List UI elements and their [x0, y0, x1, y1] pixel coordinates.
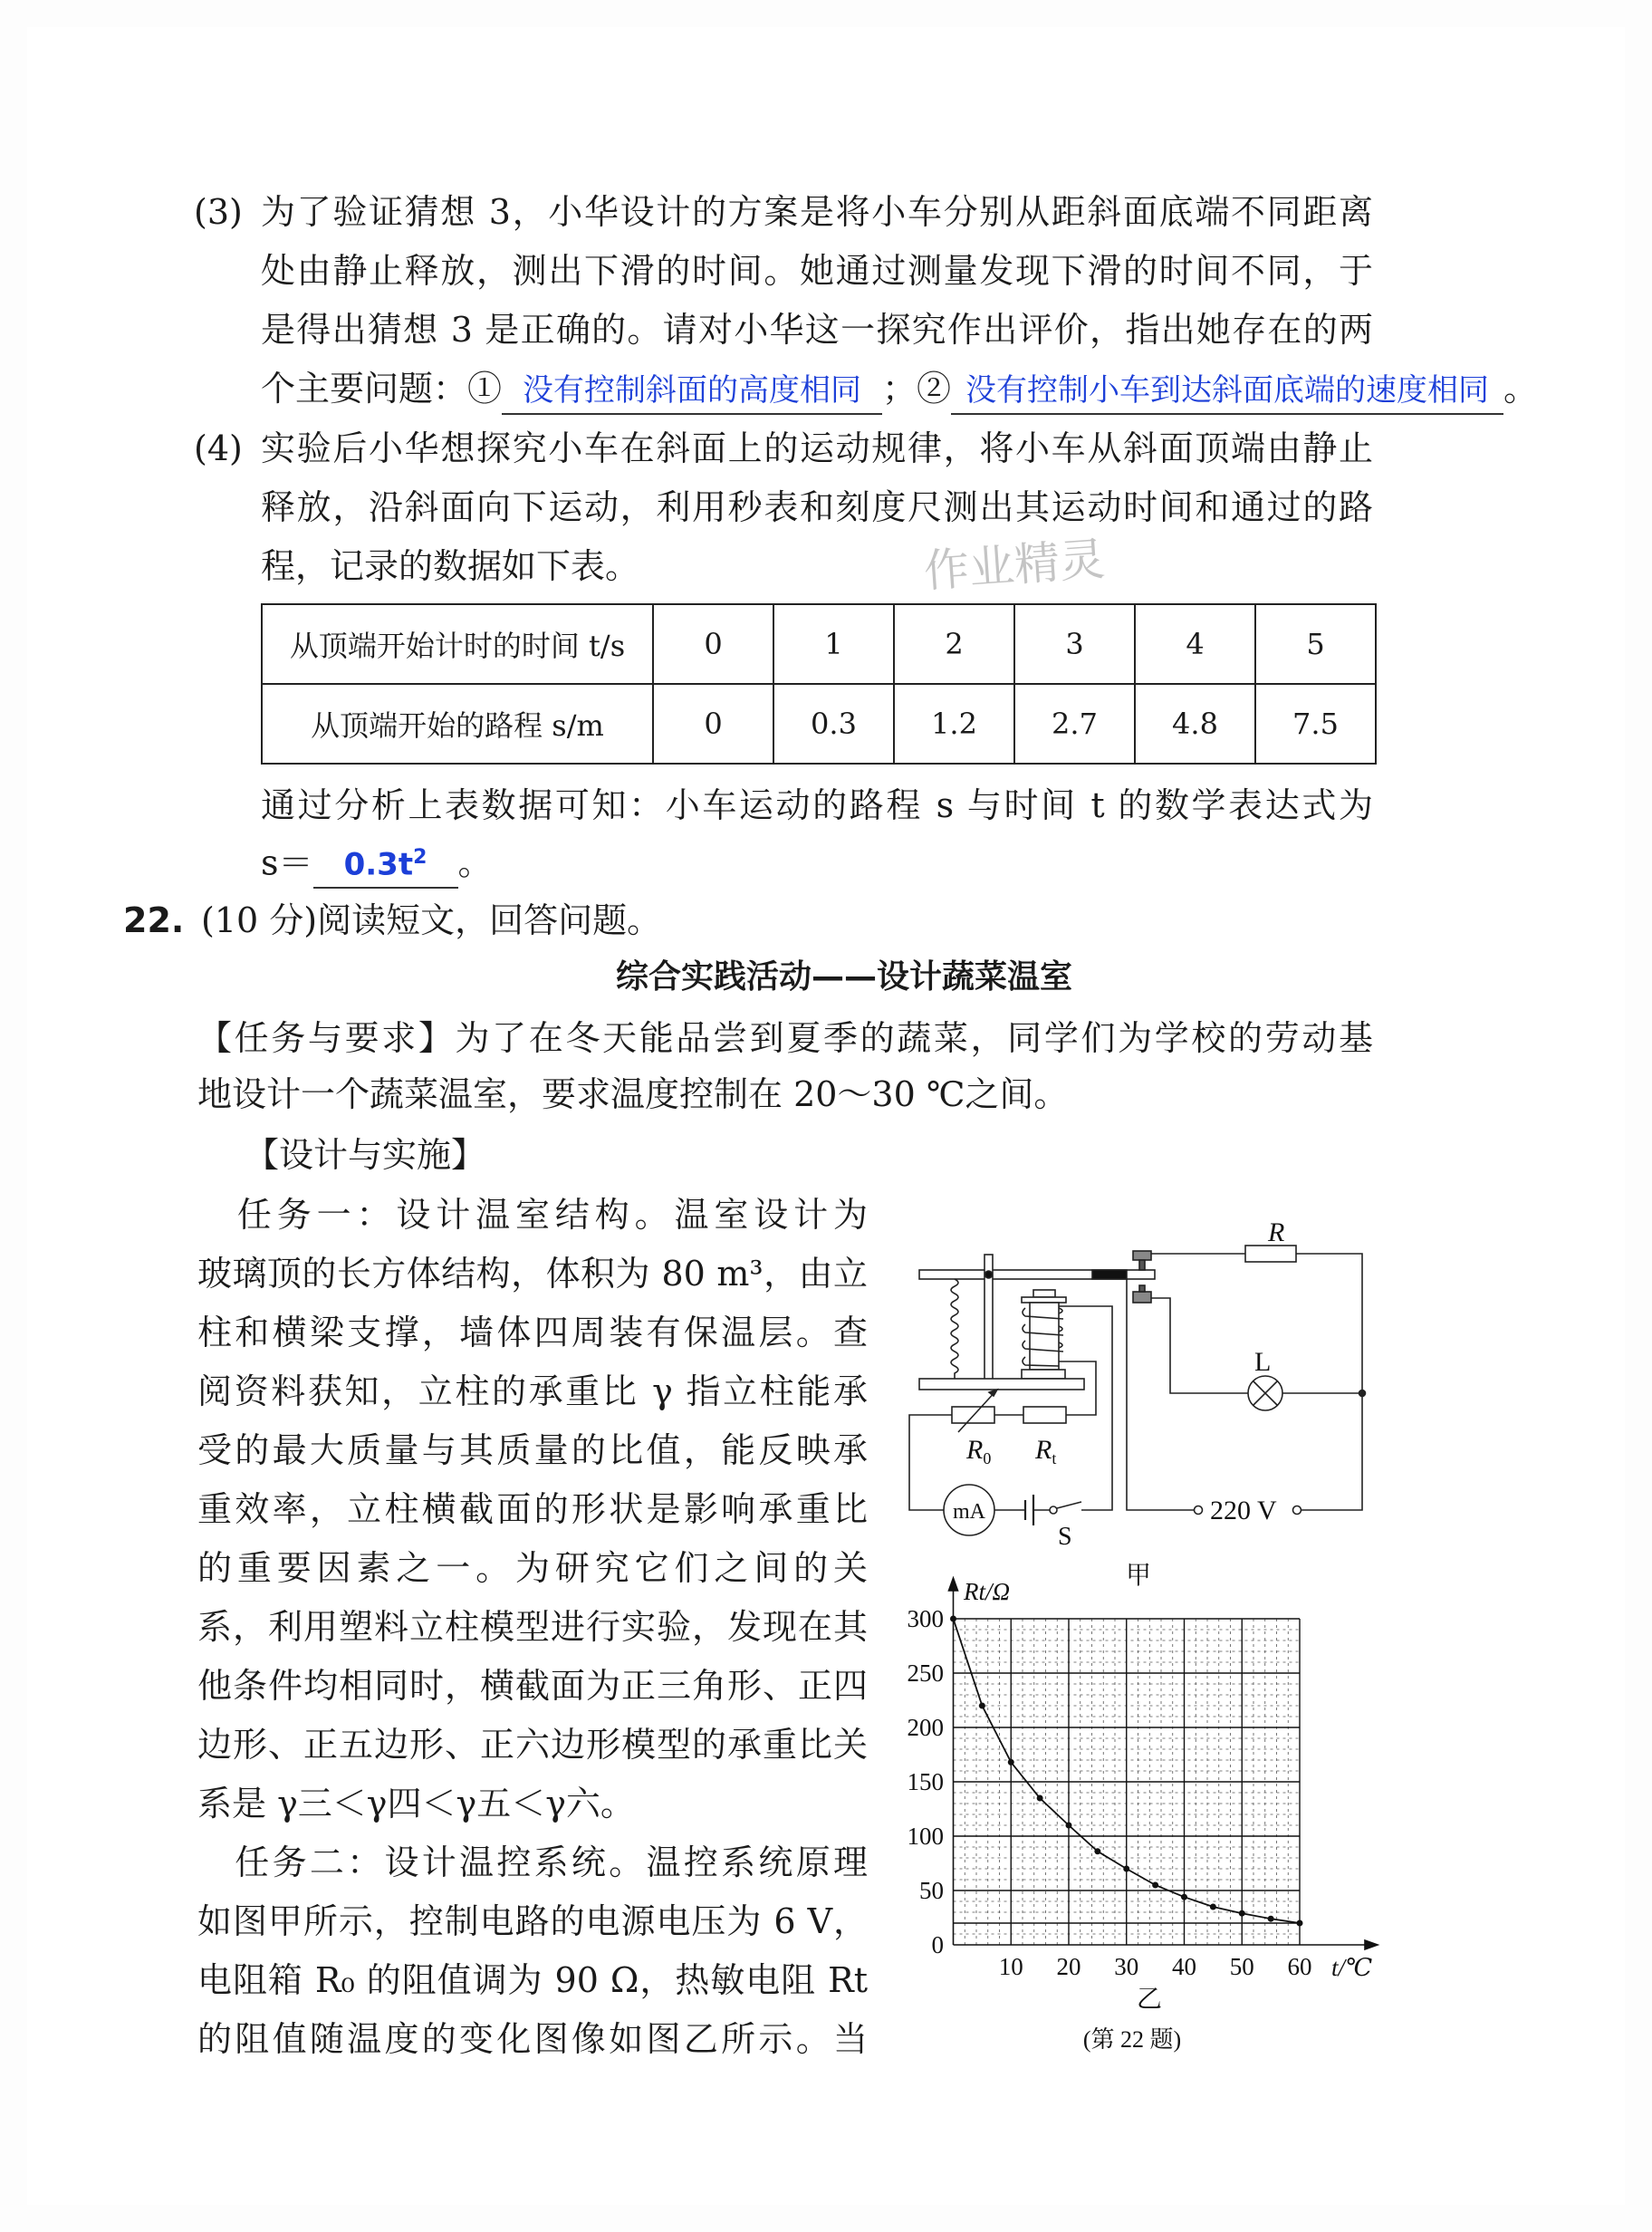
base-plate — [919, 1379, 1084, 1390]
lower-contact-stem — [1139, 1285, 1145, 1292]
y-tick-label: 300 — [907, 1605, 944, 1632]
part3-line: 为了验证猜想 3，小华设计的方案是将小车分别从距斜面底端不同距离 — [261, 192, 1373, 232]
caption-jia: 甲 — [1126, 1562, 1152, 1590]
table-cell: 4 — [1135, 604, 1255, 684]
data-point — [1239, 1910, 1245, 1917]
table-cell: 2 — [894, 604, 1014, 684]
y-axis-arrow-icon — [949, 1578, 958, 1591]
part3-label: (3) — [194, 192, 243, 232]
data-point — [1297, 1920, 1303, 1927]
body-line: 重效率，立柱横截面的形状是影响承重比 — [197, 1489, 868, 1529]
data-point — [1210, 1904, 1216, 1910]
task-line: 【任务与要求】为了在冬天能品尝到夏季的蔬菜，同学们为学校的劳动基 — [197, 1018, 1373, 1058]
electromagnet-base — [1022, 1370, 1065, 1379]
x-tick-label: 10 — [998, 1953, 1023, 1980]
resistor-Rt — [1023, 1407, 1066, 1423]
figure-caption: (第 22 题) — [1082, 2026, 1182, 2053]
electromagnet-cap — [1022, 1297, 1066, 1303]
pivot-dot — [985, 1271, 993, 1278]
data-point — [1152, 1882, 1158, 1889]
data-point — [1037, 1795, 1043, 1802]
body-line: 电阻箱 R₀ 的阻值调为 90 Ω，热敏电阻 Rt — [197, 1960, 868, 2000]
question-number: 22. — [123, 900, 185, 940]
label-R: R — [1268, 1217, 1285, 1247]
battery-icon — [1025, 1495, 1033, 1525]
answer-exponent: 2 — [413, 846, 427, 869]
terminal-icon — [1293, 1506, 1301, 1515]
x-axis-arrow-icon — [1365, 1940, 1378, 1949]
arrow-head-icon — [989, 1390, 997, 1396]
label-mA: mA — [953, 1500, 985, 1524]
resistor-R — [1245, 1246, 1296, 1262]
body-line: 任务二：设计温控系统。温控系统原理 — [197, 1842, 868, 1882]
terminal-icon — [1195, 1506, 1203, 1515]
separator: ；② — [882, 369, 952, 409]
body-line: 的阻值随温度的变化图像如图乙所示。当 — [197, 2019, 868, 2059]
part3-line: 是得出猜想 3 是正确的。请对小华这一探究作出评价，指出她存在的两 — [261, 310, 1373, 350]
table-row — [262, 684, 1376, 764]
table-cell: 0.3 — [773, 684, 894, 764]
part4-line: 实验后小华想探究小车在斜面上的运动规律，将小车从斜面顶端由静止 — [261, 428, 1373, 468]
table-cell: 1.2 — [894, 684, 1014, 764]
period: 。 — [1503, 369, 1539, 409]
lower-contact — [1133, 1292, 1151, 1303]
x-tick-label: 40 — [1172, 1953, 1196, 1980]
body-line: 受的最大质量与其质量的比值，能反映承 — [197, 1430, 868, 1470]
y-tick-label: 0 — [931, 1931, 944, 1958]
part3-question-line — [261, 366, 1538, 415]
body-line: 边形、正五边形、正六边形模型的承重比关 — [197, 1725, 868, 1765]
y-axis-label: Rt/Ω — [964, 1578, 1011, 1605]
table-cell: 5 — [1255, 604, 1376, 684]
switch-pivot — [1050, 1506, 1057, 1514]
body-line: 玻璃顶的长方体结构，体积为 80 m³，由立 — [197, 1254, 868, 1294]
body-line: 系是 γ三＜γ四＜γ五＜γ六。 — [197, 1784, 635, 1823]
expr-prefix: s＝ — [261, 842, 313, 883]
resistance-temperature-chart — [888, 1558, 1395, 2065]
table-cell: 4.8 — [1135, 684, 1255, 764]
answer-base: 0.3t — [343, 846, 414, 883]
data-point — [1066, 1823, 1072, 1829]
row-header: 从顶端开始的路程 s/m — [262, 684, 653, 764]
y-tick-label: 200 — [907, 1714, 944, 1741]
label-L: L — [1254, 1347, 1272, 1377]
data-point — [979, 1703, 985, 1709]
table-cell: 0 — [653, 684, 773, 764]
y-tick-label: 150 — [907, 1768, 944, 1795]
period: 。 — [457, 842, 493, 883]
body-line: 系，利用塑料立柱模型进行实验，发现在其 — [197, 1607, 868, 1647]
spring-icon — [951, 1279, 958, 1380]
table-cell: 2.7 — [1014, 684, 1135, 764]
x-tick-label: 20 — [1056, 1953, 1081, 1980]
analysis-text: 通过分析上表数据可知：小车运动的路程 s 与时间 t 的数学表达式为 — [261, 785, 1373, 825]
table-cell: 3 — [1014, 604, 1135, 684]
data-table — [261, 603, 1377, 765]
y-tick-label: 100 — [907, 1823, 944, 1850]
part4-label: (4) — [194, 428, 243, 468]
x-tick-label: 30 — [1114, 1953, 1139, 1980]
watermark: 作业精灵 — [922, 533, 1107, 598]
data-point — [1008, 1759, 1014, 1765]
data-point — [950, 1616, 956, 1622]
data-point — [1123, 1866, 1129, 1872]
part4-line: 释放，沿斜面向下运动，利用秒表和刻度尺测出其运动时间和通过的路 — [261, 487, 1373, 527]
electromagnet-core — [1030, 1303, 1059, 1370]
upper-contact-stem — [1139, 1260, 1145, 1270]
working-wires — [1127, 1254, 1362, 1510]
table-cell: 7.5 — [1255, 684, 1376, 764]
junction-dot — [1359, 1390, 1366, 1397]
answer-blank-2: 没有控制小车到达斜面底端的速度相同 — [951, 368, 1503, 415]
x-tick-label: 60 — [1287, 1953, 1312, 1980]
row-header: 从顶端开始计时的时间 t/s — [262, 604, 653, 684]
y-tick-label: 50 — [919, 1877, 944, 1904]
data-point — [1094, 1848, 1100, 1854]
section-title: 综合实践活动——设计蔬菜温室 — [615, 958, 1072, 996]
data-point — [1268, 1916, 1274, 1922]
question-intro: (10 分)阅读短文，回答问题。 — [201, 900, 662, 940]
y-tick-label: 250 — [907, 1660, 944, 1687]
table-cell: 1 — [773, 604, 894, 684]
design-heading: 【设计与实施】 — [245, 1135, 486, 1175]
body-line: 如图甲所示，控制电路的电源电压为 6 V， — [197, 1901, 868, 1941]
chart-caption: 乙 — [1137, 1986, 1163, 2014]
part3-line: 处由静止释放，测出下滑的时间。她通过测量发现下滑的时间不同，于 — [261, 251, 1373, 291]
label-Rt: $R_t$ — [1035, 1435, 1057, 1467]
task-line: 地设计一个蔬菜温室，要求温度控制在 20～30 ℃之间。 — [197, 1074, 1069, 1114]
body-line: 任务一：设计温室结构。温室设计为 — [197, 1195, 868, 1235]
circuit-diagram — [888, 1159, 1395, 1594]
expression-line — [261, 835, 493, 889]
armature-insulator — [1092, 1270, 1127, 1279]
table-cell: 0 — [653, 604, 773, 684]
answer-blank-1: 没有控制斜面的高度相同 — [502, 368, 882, 415]
label-voltage: 220 V — [1210, 1496, 1277, 1525]
x-axis-label: t/℃ — [1331, 1954, 1373, 1981]
body-line: 阅资料获知，立柱的承重比 γ 指立柱能承 — [197, 1371, 868, 1411]
body-line: 柱和横梁支撑，墙体四周装有保温层。查 — [197, 1313, 868, 1352]
body-line: 他条件均相同时，横截面为正三角形、正四 — [197, 1666, 868, 1706]
upper-contact — [1133, 1251, 1151, 1260]
label-R0: $R_0$ — [966, 1435, 992, 1467]
electromagnet-top — [1033, 1290, 1055, 1297]
body-line: 的重要因素之一。为研究它们之间的关 — [197, 1548, 868, 1588]
part4-line: 程，记录的数据如下表。 — [261, 546, 640, 586]
answer-blank-expr — [313, 835, 458, 889]
part3-prefix: 个主要问题：① — [261, 369, 503, 409]
data-point — [1181, 1894, 1187, 1900]
table-row — [262, 604, 1376, 684]
x-tick-label: 50 — [1229, 1953, 1254, 1980]
label-S: S — [1058, 1523, 1072, 1551]
control-wires — [909, 1306, 1112, 1510]
